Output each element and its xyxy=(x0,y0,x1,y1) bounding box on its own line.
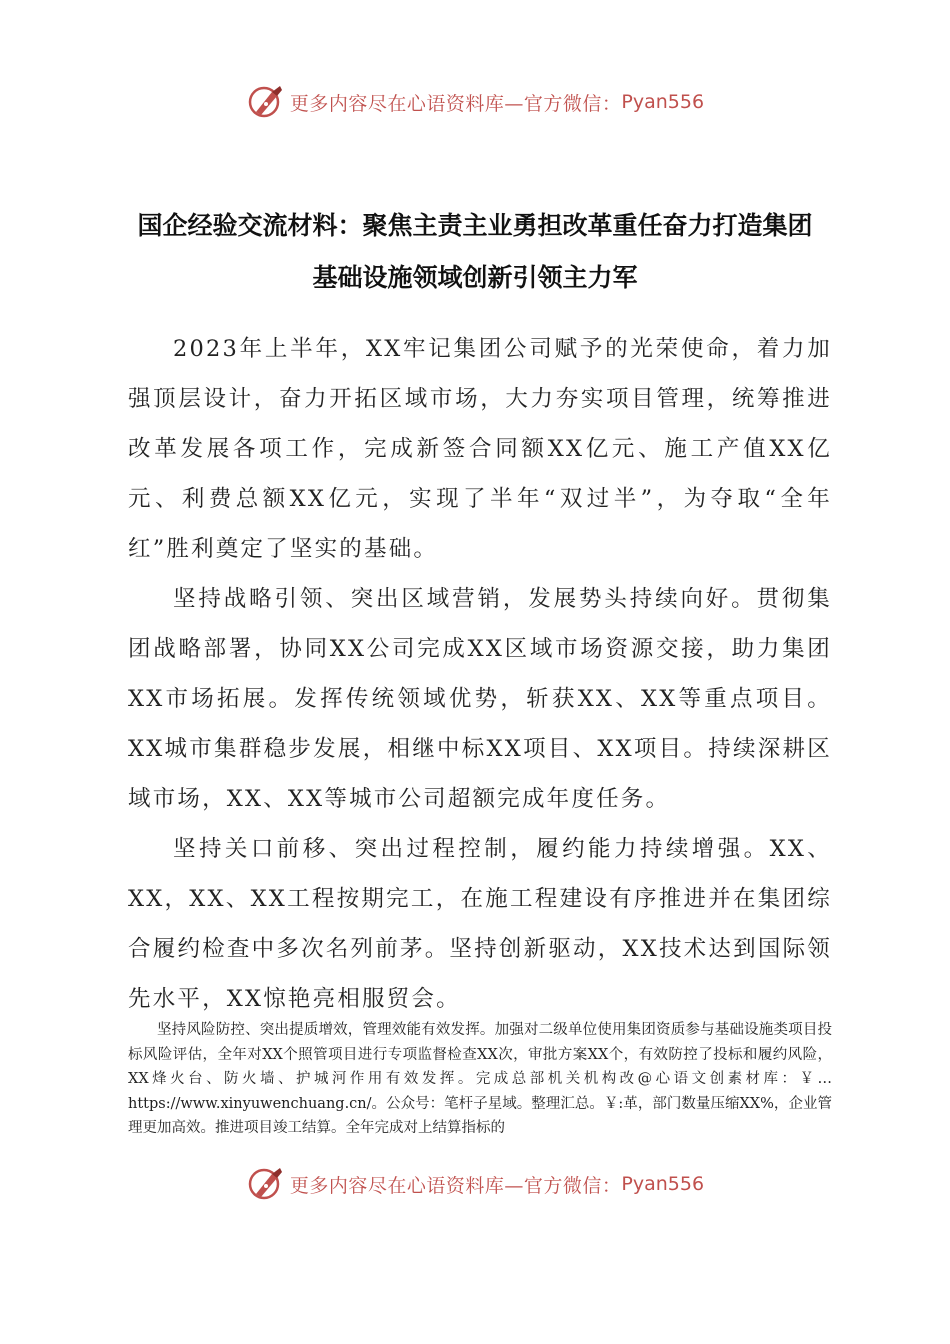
document-title xyxy=(110,200,840,304)
small-print-section xyxy=(128,1018,832,1141)
footer-watermark-banner xyxy=(0,1162,950,1206)
header-watermark-banner xyxy=(0,80,950,124)
title-line-2: 基础设施领域创新引领主力军 xyxy=(312,263,638,292)
document-body xyxy=(128,324,832,1024)
pen-nib-logo-icon xyxy=(246,1164,286,1204)
small-print-paragraph: 坚持风险防控、突出提质增效，管理效能有效发挥。加强对二级单位使用集团资质参与基础设施类项目投标风险评估，全年对XX个照管项目进行专项监督检查XX次，审批方案XX个，有效防控了投标和履约风险，XX烽火台、防火墙、护城河作用有效发挥。完成总部机关机构改@心语文创素材库：￥…https://www.xinyuwenchuang.cn/。公众号：笔杆子星域。整理汇总。￥:革，部门数量压缩XX%，企业管理更加高效。推进项目竣工结算。全年完成对上结算指标的 xyxy=(128,1022,832,1136)
banner-text: 更多内容尽在心语资料库—官方微信： xyxy=(289,1174,622,1197)
banner-text: 更多内容尽在心语资料库—官方微信： xyxy=(289,92,622,115)
banner-wechat-id: Pyan556 xyxy=(621,1173,705,1195)
banner-wechat-id: Pyan556 xyxy=(621,91,705,113)
body-paragraph-1: 2023年上半年，XX牢记集团公司赋予的光荣使命，着力加强顶层设计，奋力开拓区域市场，大力夯实项目管理，统筹推进改革发展各项工作，完成新签合同额XX亿元、施工产值XX亿元、利费总额XX亿元，实现了半年“双过半”，为夺取“全年红”胜利奠定了坚实的基础。 xyxy=(128,336,832,562)
title-line-1: 国企经验交流材料：聚焦主责主业勇担改革重任奋力打造集团 xyxy=(137,211,813,240)
body-paragraph-2: 坚持战略引领、突出区域营销，发展势头持续向好。贯彻集团战略部署，协同XX公司完成XX区域市场资源交接，助力集团XX市场拓展。发挥传统领域优势，斩获XX、XX等重点项目。XX城市集群稳步发展，相继中标XX项目、XX项目。持续深耕区域市场，XX、XX等城市公司超额完成年度任务。 xyxy=(128,586,832,812)
pen-nib-logo-icon xyxy=(246,82,286,122)
body-paragraph-3: 坚持关口前移、突出过程控制，履约能力持续增强。XX、XX，XX、XX工程按期完工，在施工程建设有序推进并在集团综合履约检查中多次名列前茅。坚持创新驱动，XX技术达到国际领先水平，XX惊艳亮相服贸会。 xyxy=(128,836,832,1012)
